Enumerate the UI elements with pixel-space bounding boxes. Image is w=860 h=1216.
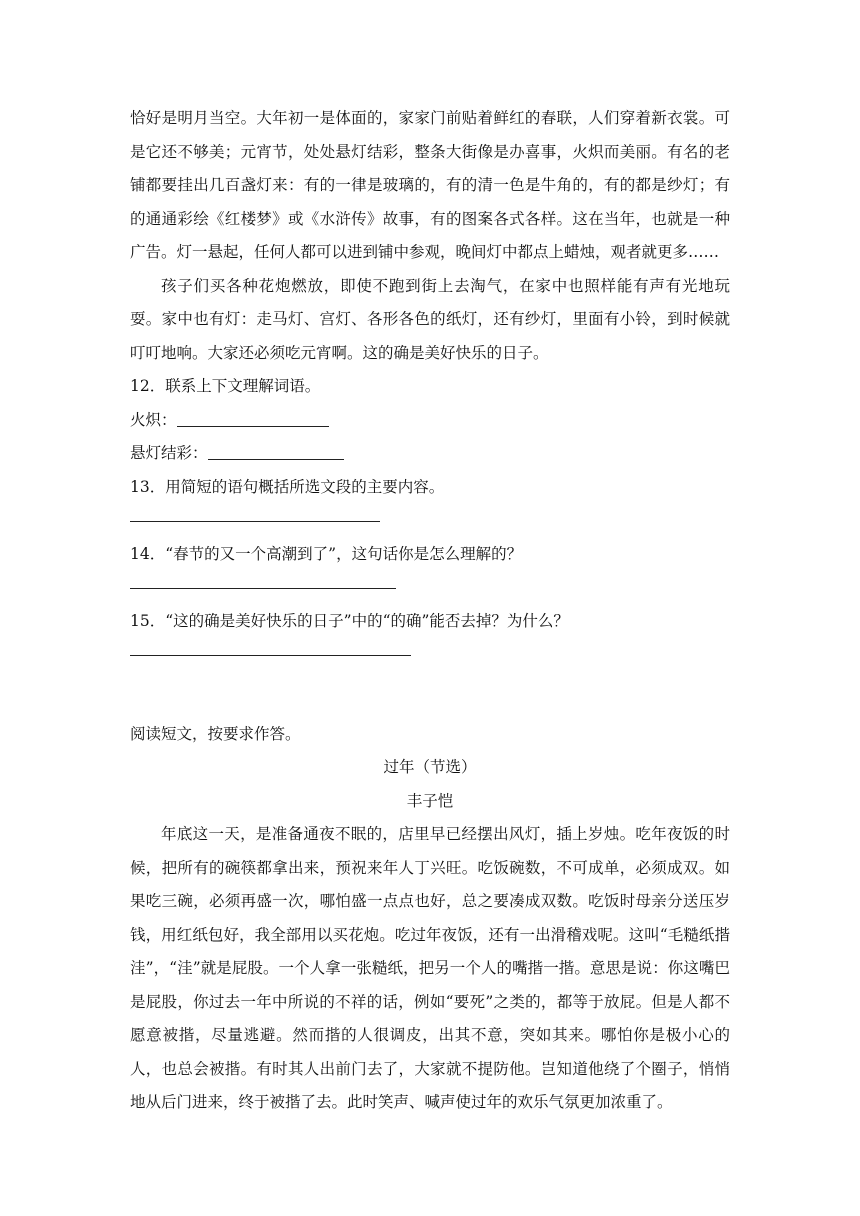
passage-paragraph-2: 孩子们买各种花炮燃放，即使不跑到街上去淘气，在家中也照样能有声有光地玩耍。家中也有灯：走马灯、宫灯、各形各色的纸灯，还有纱灯，里面有小铃，到时候就叮叮地响。大家还必须吃元宵啊。这的确是美好快乐的日子。: [130, 276, 730, 362]
question-14: 14．“春节的又一个高潮到了”，这句话你是怎么理解的？: [130, 544, 523, 563]
passage-paragraph-1: 恰好是明月当空。大年初一是体面的，家家门前贴着鲜红的春联，人们穿着新衣裳。可是它还不够美；元宵节，处处悬灯结彩，整条大街像是办喜事，火炽而美丽。有名的老铺都要挂出几百盏灯来：有的一律是玻璃的，有的清一色是牛角的，有的都是纱灯；有的通通彩绘《红楼梦》或《水浒传》故事，有的图案各式各样。这在当年，也就是一种广告。灯一悬起，任何人都可以进到铺中参观，晚间灯中都点上蜡烛，观者就更多……: [130, 109, 730, 261]
question-15: 15．“这的确是美好快乐的日子”中的“的确”能否去掉？为什么？: [130, 611, 569, 630]
answer-line-15[interactable]: [130, 638, 730, 672]
question-12-item-a-label: 火炽：: [130, 410, 177, 429]
article-author: 丰子恺: [406, 791, 454, 810]
article-paragraph-1: 年底这一天，是准备通夜不眠的，店里早已经摆出风灯，插上岁烛。吃年夜饭的时候，把所有的碗筷都拿出来，预祝来年人丁兴旺。吃饭碗数，不可成单，必须成双。如果吃三碗，必须再盛一次，哪怕盛一点点也好，总之要凑成双数。吃饭时母亲分送压岁钱，用红纸包好，我全部用以买花炮。吃过年夜饭，还有一出滑稽戏呢。这叫“毛糙纸揩洼”，“洼”就是屁股。一个人拿一张糙纸，把另一个人的嘴揩一揩。意思是说：你这嘴巴是屁股，你过去一年中所说的不祥的话，例如“要死”之类的，都等于放屁。但是人都不愿意被揩，尽量逃避。然而揩的人很调皮，出其不意，突如其来。哪怕你是极小心的人，也总会被揩。有时其人出前门去了，大家就不提防他。岂知道他绕了个圈子，悄悄地从后门进来，终于被揩了去。此时笑声、喊声使过年的欢乐气氛更加浓重了。: [130, 825, 730, 1111]
answer-line-13[interactable]: [130, 504, 730, 538]
answer-blank-12b[interactable]: [208, 443, 344, 460]
question-12-item-b: [130, 437, 730, 471]
article-title: 过年（节选）: [383, 758, 477, 776]
answer-line-14[interactable]: [130, 571, 730, 605]
answer-blank-12a[interactable]: [177, 410, 329, 427]
reading-instruction: 阅读短文，按要求作答。: [130, 724, 301, 743]
question-12: 12．联系上下文理解词语。: [130, 377, 321, 395]
question-12-item-b-label: 悬灯结彩：: [130, 444, 208, 462]
question-12-item-a: [130, 404, 730, 438]
document-page: [130, 102, 730, 1120]
question-13: 13．用简短的语句概括所选文段的主要内容。: [130, 477, 445, 496]
